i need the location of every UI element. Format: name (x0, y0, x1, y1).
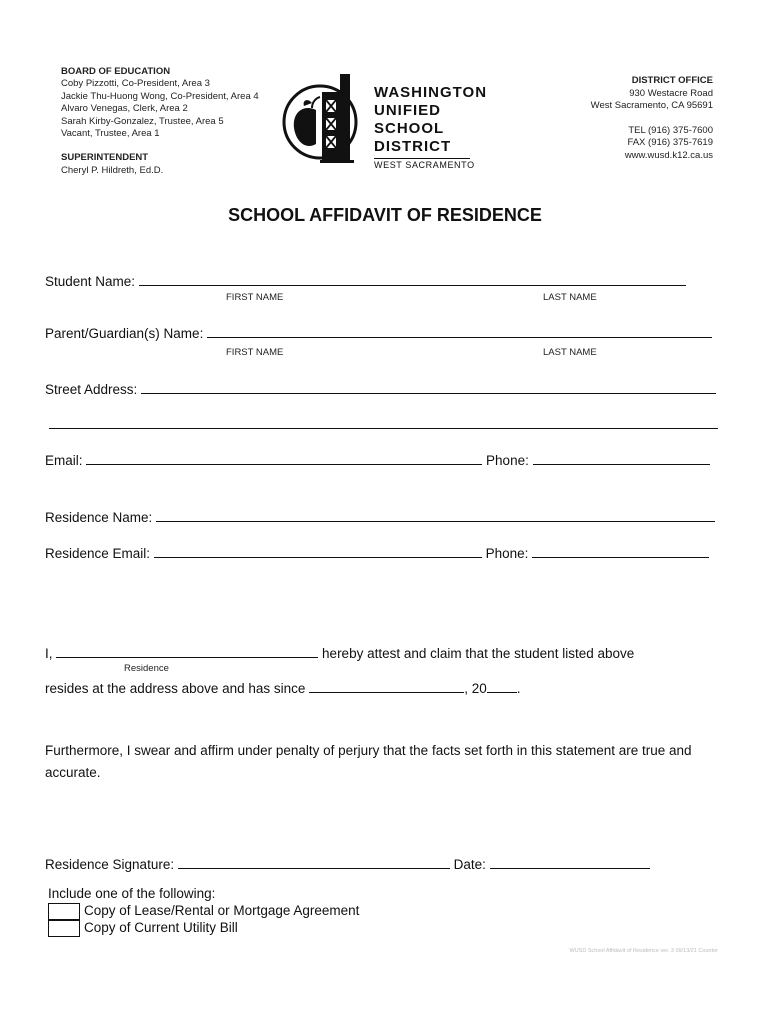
district-office-heading: DISTRICT OFFICE (631, 75, 713, 86)
tower-apple-emblem-icon (282, 70, 372, 170)
logo-line: DISTRICT (374, 138, 452, 155)
website: www.wusd.k12.ca.us (624, 149, 713, 161)
address-line: West Sacramento, CA 95691 (590, 100, 713, 112)
parent-name-field[interactable] (207, 325, 712, 338)
first-name-caption: FIRST NAME (226, 292, 284, 303)
residence-name-row (45, 509, 715, 525)
signature-label: Residence Signature: (45, 857, 175, 872)
footer-note: WUSD School Affidavit of Residence ver. 3 09/13/21 Counter (569, 948, 718, 954)
street-address-row (45, 381, 716, 397)
option-lease-row (48, 903, 359, 920)
resides-row (45, 680, 520, 696)
email-label: Email: (45, 453, 83, 468)
phone-fax: FAX (916) 375-7619 (627, 137, 713, 149)
residence-attest-name-field[interactable] (56, 645, 318, 658)
last-name-caption: LAST NAME (543, 292, 597, 303)
student-name-row (45, 273, 686, 289)
superintendent-heading: SUPERINTENDENT (61, 152, 149, 164)
phone-label: Phone: (486, 453, 529, 468)
residence-email-row (45, 545, 709, 561)
student-name-field[interactable] (139, 273, 686, 286)
page-title: SCHOOL AFFIDAVIT OF RESIDENCE (228, 205, 542, 225)
signature-field[interactable] (178, 856, 450, 869)
resides-text: resides at the address above and has since (45, 681, 306, 696)
phone-label: Phone: (485, 546, 529, 561)
street-address-label: Street Address: (45, 382, 138, 397)
since-date-field[interactable] (309, 680, 464, 693)
board-member: Sarah Kirby-Gonzalez, Trustee, Area 5 (61, 115, 224, 127)
option-lease-label: Copy of Lease/Rental or Mortgage Agreement (84, 903, 360, 919)
residence-name-field[interactable] (156, 509, 715, 522)
attest-text: hereby attest and claim that the student listed above (322, 646, 635, 661)
date-label: Date: (453, 857, 486, 872)
perjury-statement: Furthermore, I swear and affirm under penalty of perjury that the facts set forth in this statement are true and accurate. (45, 743, 692, 780)
street-address-field[interactable] (141, 381, 716, 394)
option-utility-label: Copy of Current Utility Bill (84, 920, 238, 936)
phone-field[interactable] (533, 452, 710, 465)
board-heading: BOARD OF EDUCATION (61, 66, 171, 77)
date-field[interactable] (490, 856, 650, 869)
parent-name-row (45, 325, 712, 341)
logo-divider (374, 158, 470, 159)
superintendent-name: Cheryl P. Hildreth, Ed.D. (61, 164, 164, 176)
district-logo (282, 70, 502, 170)
board-member: Jackie Thu-Huong Wong, Co-President, Area 4 (61, 90, 259, 102)
first-name-caption: FIRST NAME (226, 347, 284, 358)
attest-prefix: I, (45, 646, 53, 661)
signature-row (45, 856, 650, 872)
residence-phone-field[interactable] (532, 545, 709, 558)
residence-name-label: Residence Name: (45, 510, 153, 525)
parent-name-label: Parent/Guardian(s) Name: (45, 326, 204, 341)
address-line: 930 Westacre Road (629, 87, 713, 99)
logo-line: WASHINGTON (374, 84, 488, 101)
year-prefix: , 20 (464, 681, 487, 696)
residence-caption: Residence (124, 663, 169, 674)
include-label: Include one of the following: (48, 886, 216, 901)
board-of-education-block (61, 66, 271, 177)
logo-line: SCHOOL (374, 120, 445, 137)
residence-email-label: Residence Email: (45, 546, 151, 561)
email-field[interactable] (86, 452, 482, 465)
logo-line: UNIFIED (374, 102, 441, 119)
year-field[interactable] (487, 680, 517, 693)
lease-checkbox[interactable] (48, 903, 80, 920)
student-name-label: Student Name: (45, 274, 136, 289)
utility-bill-checkbox[interactable] (48, 920, 80, 937)
option-utility-row (48, 920, 238, 937)
residence-email-field[interactable] (154, 545, 482, 558)
logo-tagline: WEST SACRAMENTO (374, 160, 475, 170)
board-member: Vacant, Trustee, Area 1 (61, 128, 160, 140)
board-member: Alvaro Venegas, Clerk, Area 2 (61, 103, 188, 115)
district-office-block (520, 75, 713, 163)
email-row (45, 452, 710, 468)
board-member: Coby Pizzotti, Co-President, Area 3 (61, 78, 210, 90)
attestation-row (45, 645, 634, 661)
phone-tel: TEL (916) 375-7600 (628, 124, 713, 136)
sentence-end: . (516, 681, 521, 696)
last-name-caption: LAST NAME (543, 347, 597, 358)
street-address-field-line2[interactable] (49, 428, 718, 429)
logo-name (374, 84, 487, 156)
